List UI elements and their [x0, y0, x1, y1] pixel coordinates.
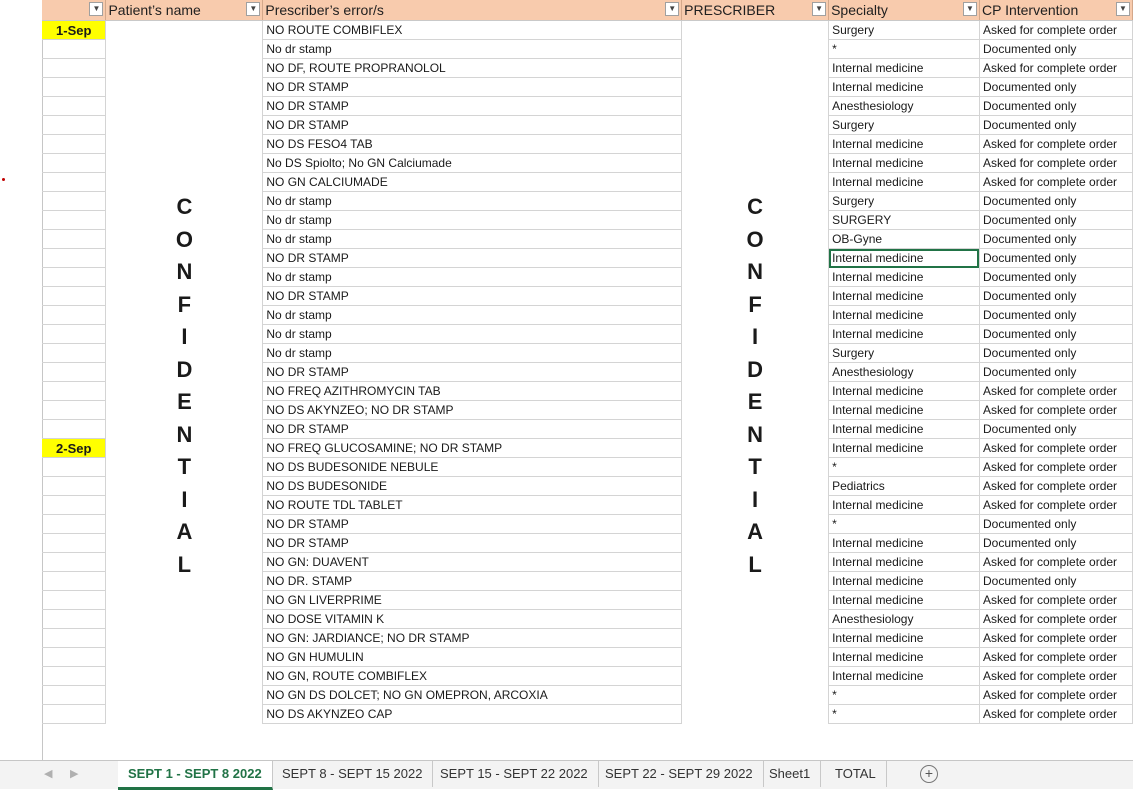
date-cell[interactable] — [42, 382, 106, 401]
prescriber-merged-cell[interactable] — [682, 21, 829, 724]
specialty-cell[interactable]: Internal medicine — [829, 78, 980, 97]
date-cell[interactable] — [42, 591, 106, 610]
date-cell[interactable] — [42, 496, 106, 515]
intervention-cell[interactable]: Asked for complete order — [979, 458, 1132, 477]
date-cell[interactable] — [42, 515, 106, 534]
error-cell[interactable]: NO DR STAMP — [263, 287, 682, 306]
error-cell[interactable]: No dr stamp — [263, 344, 682, 363]
error-cell[interactable]: NO DR STAMP — [263, 420, 682, 439]
error-cell[interactable]: NO ROUTE COMBIFLEX — [263, 21, 682, 40]
column-header-specialty[interactable] — [829, 0, 980, 21]
specialty-cell[interactable]: Internal medicine — [829, 439, 980, 458]
specialty-cell[interactable]: Internal medicine — [829, 382, 980, 401]
error-cell[interactable]: NO DS FESO4 TAB — [263, 135, 682, 154]
error-cell[interactable]: NO GN CALCIUMADE — [263, 173, 682, 192]
error-header-label: Prescriber’s error/s — [265, 2, 384, 18]
specialty-cell[interactable]: Pediatrics — [829, 477, 980, 496]
intervention-cell[interactable]: Asked for complete order — [979, 610, 1132, 629]
specialty-cell[interactable]: Internal medicine — [829, 420, 980, 439]
date-cell[interactable]: 2-Sep — [42, 439, 106, 458]
specialty-cell[interactable]: Internal medicine — [829, 667, 980, 686]
column-header-intervention[interactable] — [979, 0, 1132, 21]
error-cell[interactable]: NO DR STAMP — [263, 249, 682, 268]
date-cell[interactable] — [42, 135, 106, 154]
date-cell[interactable] — [42, 287, 106, 306]
intervention-cell[interactable]: Asked for complete order — [979, 439, 1132, 458]
intervention-cell[interactable]: Asked for complete order — [979, 648, 1132, 667]
prescriber-header-label: PRESCRIBER — [684, 2, 776, 18]
date-cell[interactable] — [42, 211, 106, 230]
date-cell[interactable] — [42, 59, 106, 78]
specialty-cell[interactable]: Internal medicine — [829, 534, 980, 553]
confidential-letter: F — [748, 291, 762, 317]
specialty-cell[interactable]: Internal medicine — [829, 496, 980, 515]
sheet-tab[interactable]: SEPT 22 - SEPT 29 2022 — [595, 761, 764, 787]
sheet-tab[interactable]: SEPT 8 - SEPT 15 2022 — [272, 761, 433, 787]
date-cell[interactable] — [42, 667, 106, 686]
error-cell[interactable]: NO GN LIVERPRIME — [263, 591, 682, 610]
error-cell[interactable]: NO DR STAMP — [263, 515, 682, 534]
error-cell[interactable]: No dr stamp — [263, 306, 682, 325]
table-row — [42, 21, 1133, 40]
error-cell[interactable]: NO DR. STAMP — [263, 572, 682, 591]
intervention-cell[interactable]: Documented only — [979, 515, 1132, 534]
error-cell[interactable]: NO DOSE VITAMIN K — [263, 610, 682, 629]
error-cell[interactable]: NO ROUTE TDL TABLET — [263, 496, 682, 515]
scroll-right-icon[interactable]: ▶ — [70, 768, 79, 780]
confidential-letter: I — [181, 486, 188, 512]
specialty-cell[interactable]: Internal medicine — [829, 249, 980, 268]
error-cell[interactable]: No dr stamp — [263, 325, 682, 344]
error-cell[interactable]: No dr stamp — [263, 40, 682, 59]
confidential-letter: L — [748, 551, 762, 577]
confidential-letter: I — [752, 324, 759, 349]
specialty-cell[interactable]: Anesthesiology — [829, 363, 980, 382]
error-cell[interactable]: No dr stamp — [263, 268, 682, 287]
error-cell[interactable]: No dr stamp — [263, 192, 682, 211]
intervention-cell[interactable]: Documented only — [979, 40, 1132, 59]
error-cell[interactable]: NO GN HUMULIN — [263, 648, 682, 667]
date-cell[interactable] — [42, 401, 106, 420]
error-cell[interactable]: NO DR STAMP — [263, 363, 682, 382]
specialty-cell[interactable]: Internal medicine — [829, 401, 980, 420]
add-sheet-icon[interactable]: + — [920, 765, 938, 783]
date-cell[interactable] — [42, 477, 106, 496]
ink-mark — [2, 178, 5, 181]
intervention-cell[interactable]: Asked for complete order — [979, 477, 1132, 496]
intervention-header-label: CP Intervention — [981, 2, 1079, 18]
filter-dropdown-icon[interactable]: ▼ — [812, 2, 826, 16]
column-header-a[interactable] — [42, 0, 106, 21]
error-cell[interactable]: No dr stamp — [263, 230, 682, 249]
sheet-tab[interactable]: SEPT 15 - SEPT 22 2022 — [430, 761, 599, 787]
confidential-letter: A — [747, 519, 764, 544]
patient-header-label: Patient’s name — [108, 2, 201, 18]
confidential-letter: T — [177, 454, 192, 479]
date-cell[interactable] — [42, 325, 106, 344]
error-cell[interactable]: NO DR STAMP — [263, 534, 682, 553]
specialty-cell[interactable]: * — [829, 705, 980, 724]
intervention-cell[interactable]: Asked for complete order — [979, 173, 1132, 192]
specialty-cell[interactable]: Surgery — [829, 344, 980, 363]
date-cell[interactable]: 1-Sep — [42, 21, 106, 40]
error-cell[interactable]: NO GN DS DOLCET; NO GN OMEPRON, ARCOXIA — [263, 686, 682, 705]
error-cell[interactable]: NO FREQ GLUCOSAMINE; NO DR STAMP — [263, 439, 682, 458]
confidential-letter: N — [747, 259, 764, 284]
intervention-cell[interactable]: Asked for complete order — [979, 496, 1132, 515]
row-header-gutter — [0, 0, 43, 788]
date-cell[interactable] — [42, 363, 106, 382]
specialty-cell[interactable]: Anesthesiology — [829, 610, 980, 629]
specialty-cell[interactable]: SURGERY — [829, 211, 980, 230]
data-table — [42, 0, 1133, 724]
date-cell[interactable] — [42, 192, 106, 211]
intervention-cell[interactable]: Documented only — [979, 344, 1132, 363]
date-cell[interactable] — [42, 572, 106, 591]
specialty-cell[interactable]: OB-Gyne — [829, 230, 980, 249]
date-cell[interactable] — [42, 78, 106, 97]
intervention-cell[interactable]: Documented only — [979, 420, 1132, 439]
confidential-letter: F — [177, 291, 192, 317]
intervention-cell[interactable]: Asked for complete order — [979, 382, 1132, 401]
intervention-cell[interactable]: Documented only — [979, 230, 1132, 249]
intervention-cell[interactable]: Asked for complete order — [979, 553, 1132, 572]
date-cell[interactable] — [42, 344, 106, 363]
intervention-cell[interactable]: Documented only — [979, 192, 1132, 211]
date-cell[interactable] — [42, 705, 106, 724]
specialty-header-label: Specialty — [831, 2, 888, 18]
intervention-cell[interactable]: Documented only — [979, 116, 1132, 135]
error-cell[interactable]: NO DS AKYNZEO CAP — [263, 705, 682, 724]
confidential-letter: N — [176, 259, 193, 284]
date-cell[interactable] — [42, 648, 106, 667]
intervention-cell[interactable]: Documented only — [979, 287, 1132, 306]
intervention-cell[interactable]: Documented only — [979, 325, 1132, 344]
confidential-letter: E — [747, 389, 763, 414]
specialty-cell[interactable]: Anesthesiology — [829, 97, 980, 116]
specialty-cell[interactable]: Surgery — [829, 116, 980, 135]
intervention-cell[interactable]: Documented only — [979, 306, 1132, 325]
intervention-cell[interactable]: Asked for complete order — [979, 629, 1132, 648]
confidential-letter: C — [747, 194, 764, 219]
intervention-cell[interactable]: Asked for complete order — [979, 705, 1132, 724]
specialty-cell[interactable]: Internal medicine — [829, 648, 980, 667]
specialty-cell[interactable]: * — [829, 40, 980, 59]
header-row — [42, 0, 1133, 21]
patient-name-merged-cell[interactable] — [106, 21, 263, 724]
intervention-cell[interactable]: Documented only — [979, 363, 1132, 382]
specialty-cell[interactable]: * — [829, 686, 980, 705]
confidential-letter: O — [175, 226, 193, 252]
date-cell[interactable] — [42, 249, 106, 268]
confidential-letter: T — [748, 454, 762, 479]
intervention-cell[interactable]: Asked for complete order — [979, 59, 1132, 78]
sheet-tab-bar — [0, 760, 1133, 789]
filter-dropdown-icon[interactable]: ▼ — [963, 2, 977, 16]
confidential-letter: I — [181, 324, 188, 349]
specialty-cell[interactable]: Internal medicine — [829, 287, 980, 306]
specialty-cell[interactable]: Surgery — [829, 21, 980, 40]
intervention-cell[interactable]: Asked for complete order — [979, 21, 1132, 40]
date-cell[interactable] — [42, 534, 106, 553]
date-cell[interactable] — [42, 173, 106, 192]
intervention-cell[interactable]: Documented only — [979, 268, 1132, 287]
specialty-cell[interactable]: Internal medicine — [829, 173, 980, 192]
specialty-cell[interactable]: Internal medicine — [829, 591, 980, 610]
specialty-cell[interactable]: Internal medicine — [829, 629, 980, 648]
specialty-cell[interactable]: Internal medicine — [829, 553, 980, 572]
date-cell[interactable] — [42, 116, 106, 135]
intervention-cell[interactable]: Asked for complete order — [979, 401, 1132, 420]
intervention-cell[interactable]: Documented only — [979, 97, 1132, 116]
sheet-tab[interactable]: TOTAL — [825, 761, 887, 787]
date-cell[interactable] — [42, 40, 106, 59]
specialty-cell[interactable]: Internal medicine — [829, 268, 980, 287]
error-cell[interactable]: NO DR STAMP — [263, 78, 682, 97]
specialty-cell[interactable]: Internal medicine — [829, 135, 980, 154]
confidential-letter: D — [747, 356, 764, 382]
sheet-tab[interactable]: SEPT 1 - SEPT 8 2022 — [118, 761, 273, 790]
filter-dropdown-icon[interactable]: ▼ — [1116, 2, 1130, 16]
confidential-letter: D — [176, 356, 193, 382]
intervention-cell[interactable]: Asked for complete order — [979, 686, 1132, 705]
intervention-cell[interactable]: Asked for complete order — [979, 154, 1132, 173]
intervention-cell[interactable]: Documented only — [979, 572, 1132, 591]
date-cell[interactable] — [42, 154, 106, 173]
filter-dropdown-icon[interactable]: ▼ — [89, 2, 103, 16]
date-cell[interactable] — [42, 610, 106, 629]
date-cell[interactable] — [42, 553, 106, 572]
error-cell[interactable]: NO DF, ROUTE PROPRANOLOL — [263, 59, 682, 78]
filter-dropdown-icon[interactable]: ▼ — [246, 2, 260, 16]
date-cell[interactable] — [42, 629, 106, 648]
column-header-error[interactable] — [263, 0, 682, 21]
sheet-tab[interactable]: Sheet1 — [759, 761, 821, 787]
scroll-left-icon[interactable]: ◀ — [44, 768, 53, 780]
specialty-cell[interactable]: * — [829, 515, 980, 534]
date-cell[interactable] — [42, 268, 106, 287]
error-cell[interactable]: NO FREQ AZITHROMYCIN TAB — [263, 382, 682, 401]
confidential-letter: C — [176, 194, 193, 219]
confidential-letter: N — [747, 421, 764, 447]
specialty-cell[interactable]: Surgery — [829, 192, 980, 211]
error-cell[interactable]: NO DR STAMP — [263, 116, 682, 135]
error-cell[interactable]: NO GN, ROUTE COMBIFLEX — [263, 667, 682, 686]
intervention-cell[interactable]: Asked for complete order — [979, 667, 1132, 686]
date-cell[interactable] — [42, 97, 106, 116]
date-cell[interactable] — [42, 230, 106, 249]
error-cell[interactable]: NO DS BUDESONIDE NEBULE — [263, 458, 682, 477]
column-header-patient[interactable] — [106, 0, 263, 21]
confidential-letter: A — [176, 519, 193, 544]
filter-dropdown-icon[interactable]: ▼ — [665, 2, 679, 16]
intervention-cell[interactable]: Documented only — [979, 249, 1132, 268]
error-cell[interactable]: NO DS BUDESONIDE — [263, 477, 682, 496]
spreadsheet-grid[interactable] — [42, 0, 1133, 760]
date-cell[interactable] — [42, 306, 106, 325]
intervention-cell[interactable]: Asked for complete order — [979, 135, 1132, 154]
error-cell[interactable]: No DS Spiolto; No GN Calciumade — [263, 154, 682, 173]
error-cell[interactable]: NO GN: JARDIANCE; NO DR STAMP — [263, 629, 682, 648]
date-cell[interactable] — [42, 420, 106, 439]
specialty-cell[interactable]: Internal medicine — [829, 59, 980, 78]
error-cell[interactable]: No dr stamp — [263, 211, 682, 230]
intervention-cell[interactable]: Documented only — [979, 211, 1132, 230]
confidential-letter: E — [177, 389, 192, 414]
confidential-letter: O — [746, 226, 764, 252]
specialty-cell[interactable]: Internal medicine — [829, 325, 980, 344]
intervention-cell[interactable]: Documented only — [979, 534, 1132, 553]
specialty-cell[interactable]: * — [829, 458, 980, 477]
intervention-cell[interactable]: Asked for complete order — [979, 591, 1132, 610]
date-cell[interactable] — [42, 686, 106, 705]
column-header-prescriber[interactable] — [682, 0, 829, 21]
error-cell[interactable]: NO DR STAMP — [263, 97, 682, 116]
date-cell[interactable] — [42, 458, 106, 477]
error-cell[interactable]: NO DS AKYNZEO; NO DR STAMP — [263, 401, 682, 420]
confidential-letter: I — [752, 486, 759, 512]
confidential-letter: N — [176, 421, 193, 447]
intervention-cell[interactable]: Documented only — [979, 78, 1132, 97]
specialty-cell[interactable]: Internal medicine — [829, 154, 980, 173]
confidential-letter: L — [177, 551, 192, 577]
specialty-cell[interactable]: Internal medicine — [829, 572, 980, 591]
error-cell[interactable]: NO GN: DUAVENT — [263, 553, 682, 572]
specialty-cell[interactable]: Internal medicine — [829, 306, 980, 325]
